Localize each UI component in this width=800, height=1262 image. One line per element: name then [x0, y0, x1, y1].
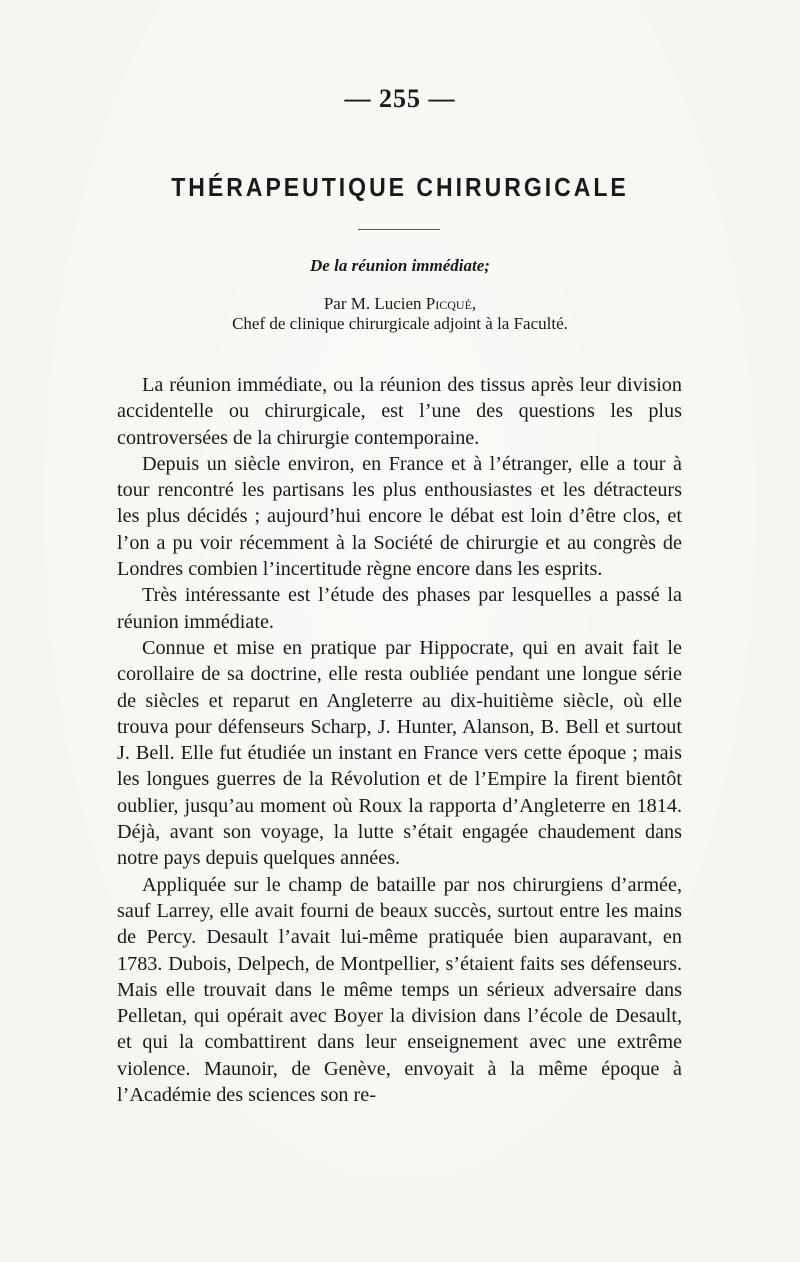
paragraph: La réunion immédiate, ou la réunion des tissus après leur division accidentelle ou chirurgicale, est l’une des questions les plus controversées de la chirurgie contemporaine.	[117, 374, 682, 449]
page-number: — 255 —	[344, 84, 456, 113]
title-divider	[358, 229, 440, 230]
author-prefix: Par M. Lucien	[323, 294, 422, 313]
paragraph: Très intéressante est l’étude des phases par lesquelles a passé la réunion immédiate.	[117, 584, 682, 633]
article-body	[117, 372, 682, 1108]
author-line	[0, 294, 800, 314]
article-title: De la réunion immédiate;	[310, 256, 490, 275]
author-name: Picqué,	[425, 294, 477, 313]
author-affiliation: Chef de clinique chirurgicale adjoint à la Faculté.	[232, 314, 568, 333]
paragraph: Connue et mise en pratique par Hippocrate, qui en avait fait le corollaire de sa doctrine, elle resta oubliée pendant une longue série de siècles et reparut en Angleterre au dix-huitième siècle, où elle trouva pour défenseurs Scharp, J. Hunter, Alanson, B. Bell et surtout J. Bell. Elle fut étudiée un instant en France vers cette époque ; mais les longues guerres de la Révolution et de l’Empire la firent bientôt oublier, jusqu’au moment où Roux la rapporta d’Angleterre en 1814. Déjà, avant son voyage, la lutte s’était engagée chaudement dans notre pays depuis quelques années.	[117, 636, 682, 870]
paragraph: Appliquée sur le champ de bataille par nos chirurgiens d’armée, sauf Larrey, elle avait fourni de beaux succès, surtout entre les mains de Percy. Desault l’avait lui-même pratiquée bien auparavant, en 1783. Dubois, Delpech, de Montpellier, s’étaient faits ses défenseurs. Mais elle trouvait dans le même temps un sérieux adversaire dans Pelletan, qui opérait avec Boyer la division dans l’école de Desault, et qui la combattirent dans leur enseignement avec une extrême violence. Maunoir, de Genève, envoyait à la même époque à l’Académie des sciences son re-	[117, 873, 682, 1107]
paragraph: Depuis un siècle environ, en France et à l’étranger, elle a tour à tour rencontré les partisans les plus enthousiastes et les détracteurs les plus décidés ; aujourd’hui encore le débat est loin d’être clos, et l’on a pu voir récemment à la Société de chirurgie et au congrès de Londres combien l’incertitude règne encore dans les esprits.	[117, 452, 682, 581]
section-title: THÉRAPEUTIQUE CHIRURGICALE	[171, 172, 629, 202]
